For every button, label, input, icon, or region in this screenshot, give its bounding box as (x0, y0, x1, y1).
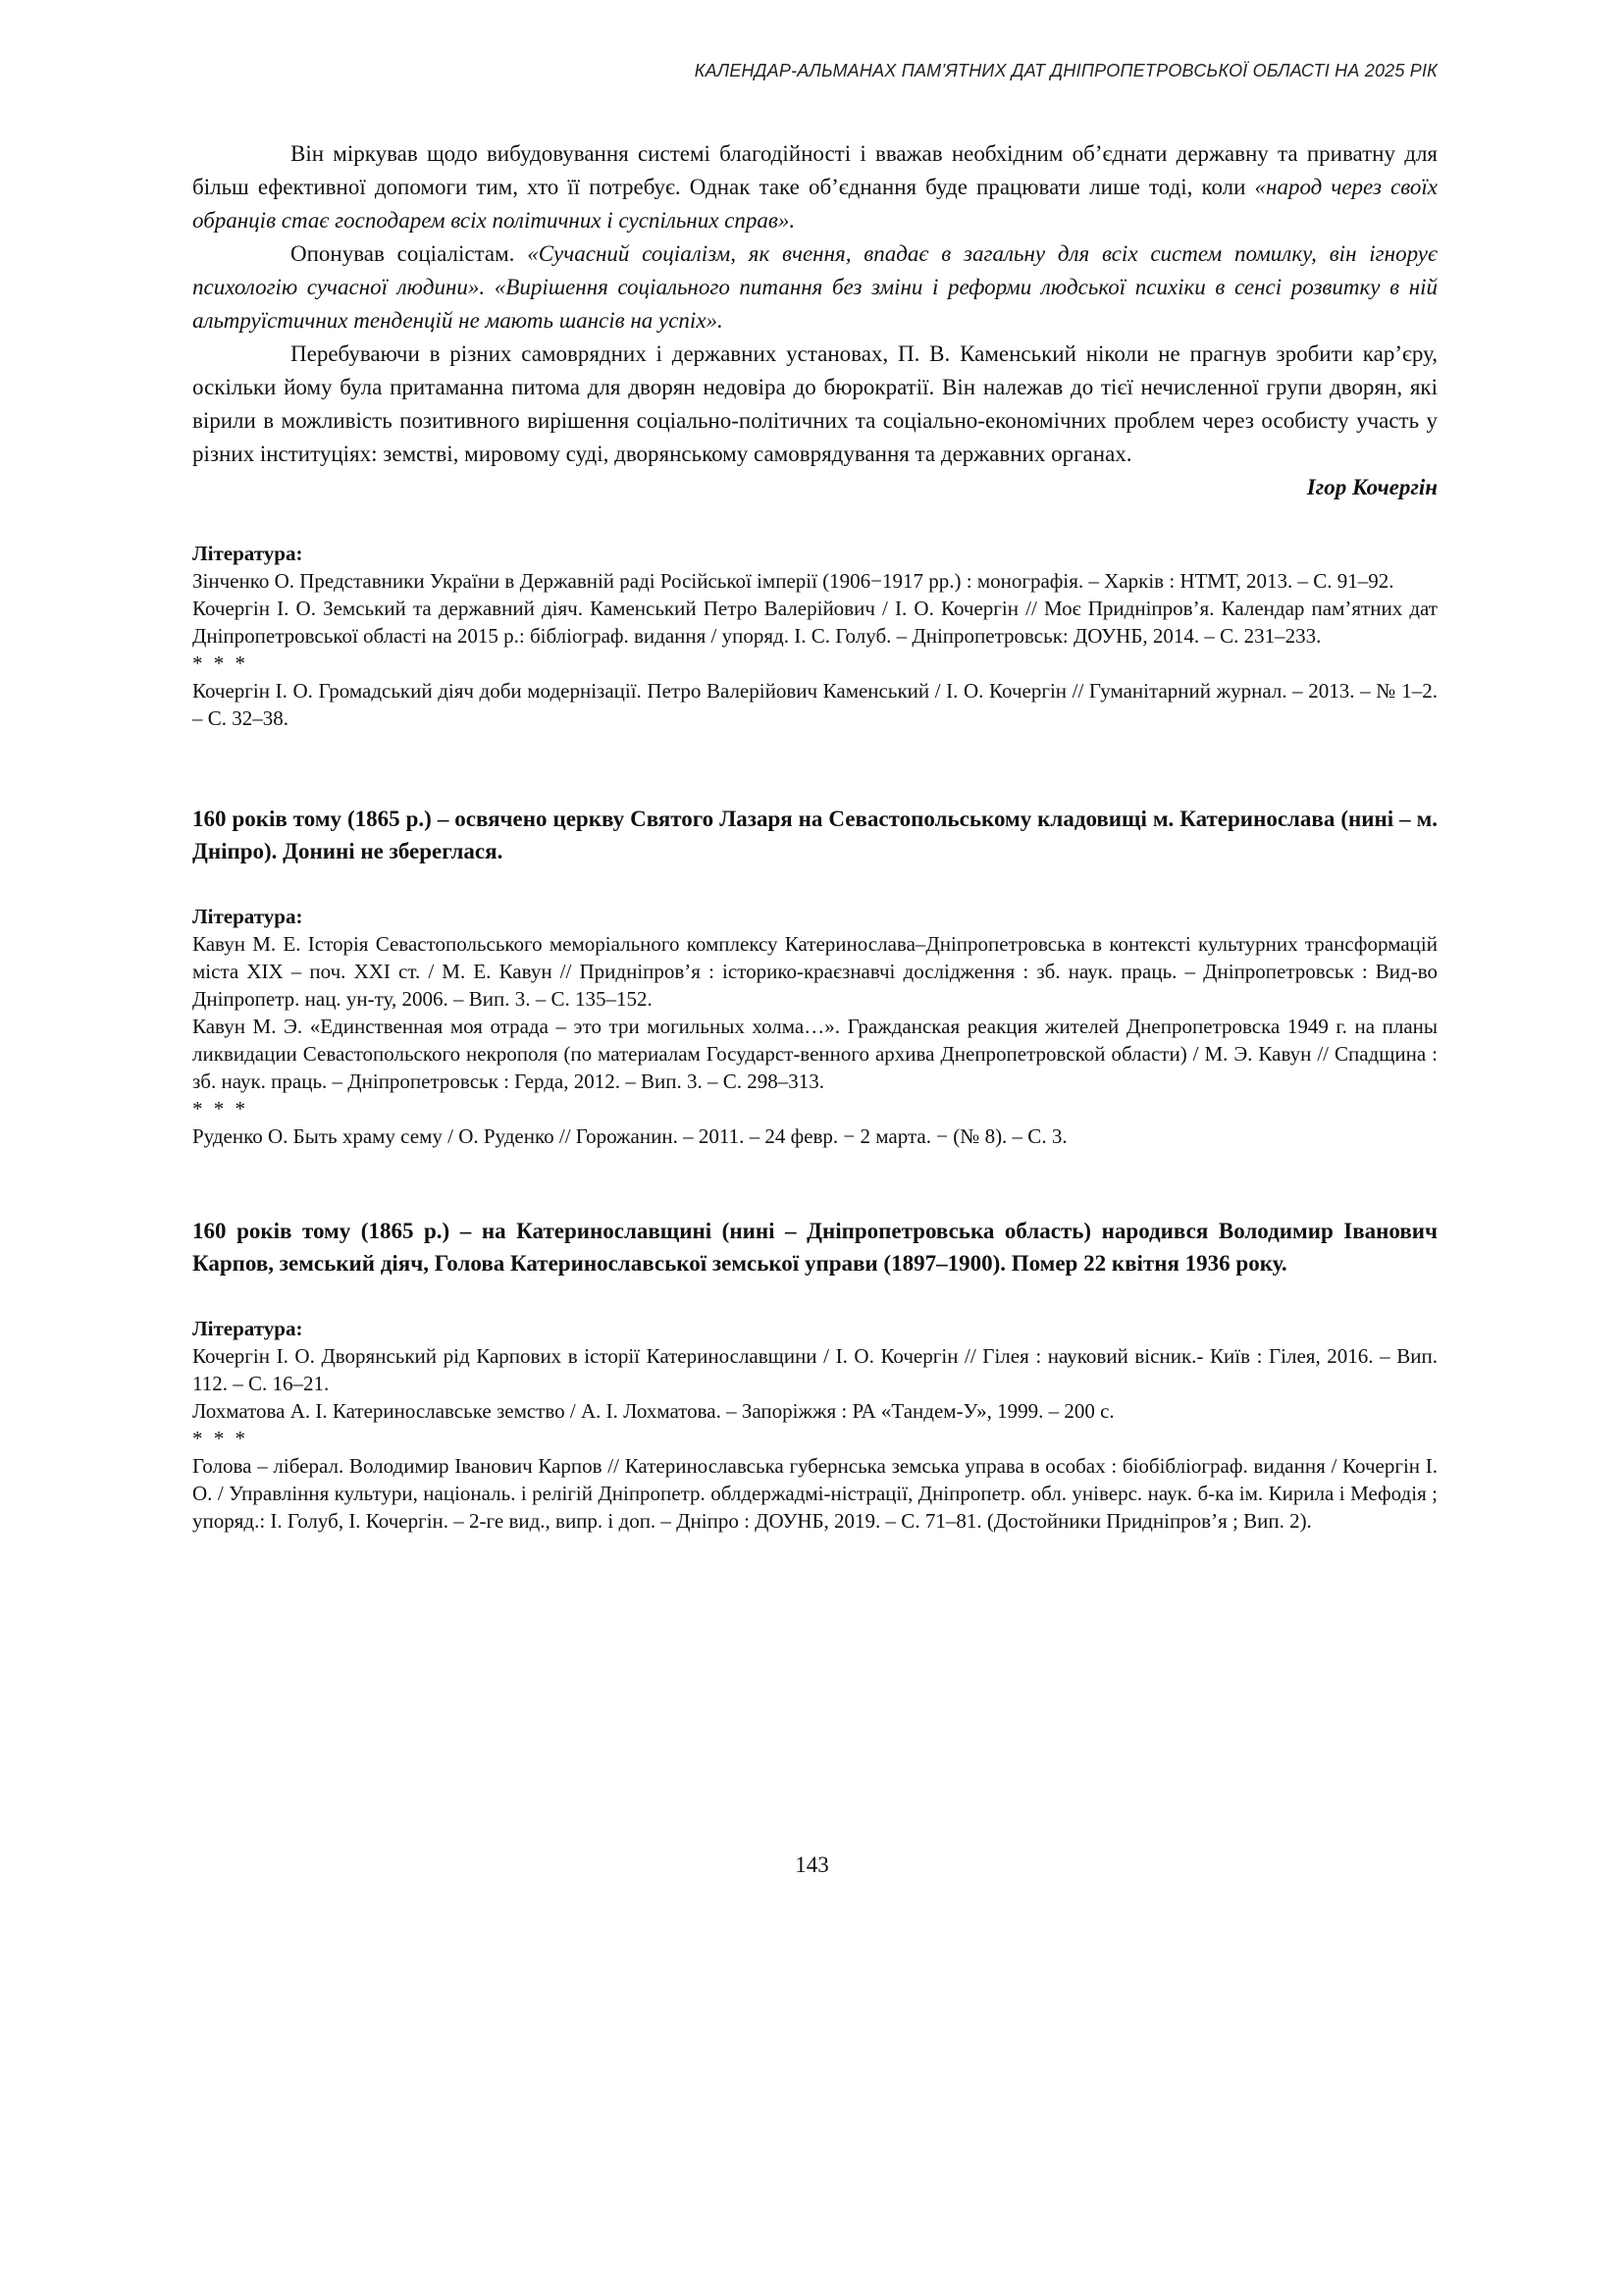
literature-heading: Література: (192, 542, 303, 565)
bibliography-entry: Руденко О. Быть храму сему / О. Руденко // Горожанин. – 2011. – 24 февр. − 2 марта. − (№ 8). – С. 3. (192, 1124, 1068, 1148)
paragraph-career: Перебуваючи в різних самоврядних і державних установах, П. В. Каменський ніколи не прагнув зробити кар’єру, оскільки йому була притаманна питома для дворян недовіра до бюрократії. Він належав до тієї нечисленної групи дворян, які вірили в можливість позитивного вирішення соціально-політичних та соціально-економічних проблем через особисту участь у різних інституціях: земстві, мировому суді, дворянському самоврядування та державних органах. (192, 341, 1438, 466)
event-heading-karpov: 160 років тому (1865 р.) – на Катеринославщині (нині – Дніпропетровська область) народився Володимир Іванович Карпов, земський діяч, Голова Катеринославської земської управи (1897–1900). Помер 22 квітня 1936 року. (192, 1219, 1438, 1276)
page-body (192, 137, 1438, 1535)
bibliography-entry: Кочергін І. О. Дворянський рід Карпових в історії Катеринославщини / І. О. Кочергін // Гілея : науковий вісник.- Київ : Гілея, 2016. – Вип. 112. – С. 16–21. (192, 1344, 1438, 1395)
paragraph-text: Опонував соціалістам. (290, 241, 528, 266)
quote-text: «народ через своїх обранців стає господарем всіх політичних і суспільних справ». (192, 175, 1438, 233)
event-heading-church: 160 років тому (1865 р.) – освячено церкву Святого Лазаря на Севастопольському кладовищі м. Катеринослава (нині – м. Дніпро). Донині не збереглася. (192, 807, 1438, 863)
running-header: КАЛЕНДАР-АЛЬМАНАХ ПАМ’ЯТНИХ ДАТ ДНІПРОПЕТРОВСЬКОЇ ОБЛАСТІ НА 2025 РІК (694, 61, 1438, 80)
article-author: Ігор Кочергін (1306, 475, 1438, 499)
paragraph-socialists (192, 237, 1438, 338)
paragraph-charity (192, 137, 1438, 237)
bibliography-entry: Лохматова А. І. Катеринославське земство / А. І. Лохматова. – Запоріжжя : РА «Тандем-У», 1999. – 200 с. (192, 1399, 1115, 1423)
bibliography-entry: Кавун М. Э. «Единственная моя отрада – это три могильных холма…». Гражданская реакция жителей Днепропетровска 1949 г. на планы ликвидации Севастопольского некрополя (по материалам Государст-венного архива Днепропетровской области) / М. Э. Кавун // Спадщина : зб. наук. праць. – Дніпропетровськ : Герда, 2012. – Вип. 3. – С. 298–313. (192, 1015, 1438, 1093)
separator-stars: * * * (192, 1427, 248, 1450)
bibliography-entry: Кочергін І. О. Громадський діяч доби модернізації. Петро Валерійович Каменський / І. О. Кочергін // Гуманітарний журнал. – 2013. – № 1–2. – С. 32–38. (192, 679, 1438, 730)
literature-section-1 (192, 540, 1438, 732)
bibliography-entry: Зінченко О. Представники України в Державній раді Російської імперії (1906−1917 рр.) : монографія. – Харків : НТМТ, 2013. – С. 91–92. (192, 569, 1394, 593)
literature-section-3 (192, 1315, 1438, 1535)
bibliography-entry: Кавун М. Е. Історія Севастопольського меморіального комплексу Катеринослава–Дніпропетровська в контексті культурних трансформацій міста ХІХ – поч. ХХІ ст. / М. Е. Кавун // Придніпров’я : історико-краєзнавчі дослідження : зб. наук. праць. – Дніпропетровськ : Вид-во Дніпропетр. нац. ун-ту, 2006. – Вип. 3. – С. 135–152. (192, 932, 1438, 1011)
page-number: 143 (795, 1852, 829, 1877)
literature-heading: Література: (192, 1317, 303, 1340)
paragraph-text: Він міркував щодо вибудовування системі благодійності і вважав необхідним об’єднати державну та приватну для більш ефективної допомоги тим, хто її потребує. Однак таке об’єднання буде працювати лише тоді, коли (192, 141, 1438, 199)
bibliography-entry: Голова – ліберал. Володимир Іванович Карпов // Катеринославська губернська земська управа в особах : біобібліограф. видання / Кочергін І. О. / Управління культури, національ. і релігій Дніпропетр. облдержадмі-ністрації, Дніпропетр. обл. універс. наук. б-ка ім. Кирила і Мефодія ; упоряд.: І. Голуб, І. Кочергін. – 2-ге вид., випр. і доп. – Дніпро : ДОУНБ, 2019. – С. 71–81. (Достойники Придніпров’я ; Вип. 2). (192, 1454, 1438, 1533)
bibliography-entry: Кочергін І. О. Земський та державний діяч. Каменський Петро Валерійович / І. О. Кочергін // Моє Придніпров’я. Календар пам’ятних дат Дніпропетровської області на 2015 р.: бібліограф. видання / упоряд. І. С. Голуб. – Дніпропетровськ: ДОУНБ, 2014. – С. 231–233. (192, 597, 1438, 648)
quote-text: «Сучасний соціалізм, як вчення, впадає в загальну для всіх систем помилку, він ігнорує психологію сучасної людини». «Вирішення соціального питання без зміни і реформи людської психіки в сенсі розвитку в ній альтруїстичних тенденцій не мають шансів на успіх». (192, 241, 1439, 333)
separator-stars: * * * (192, 652, 248, 675)
separator-stars: * * * (192, 1097, 248, 1121)
literature-heading: Література: (192, 905, 303, 928)
literature-section-2 (192, 903, 1438, 1150)
